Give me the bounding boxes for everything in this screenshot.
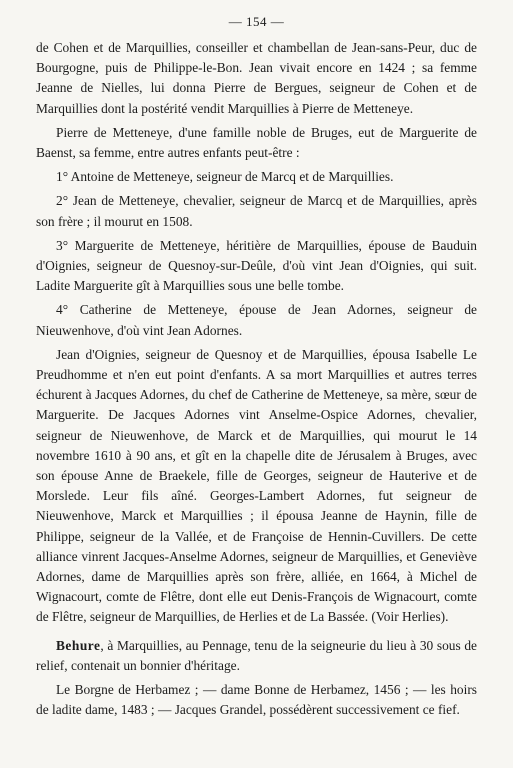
paragraph-jean-oignies: Jean d'Oignies, seigneur de Quesnoy et de Marquillies, épousa Isabelle Le Preudhomme et n'en eut point d'enfants. A sa mort Marquillies et autres terres échurent à Jacques Adornes, du chef de Catherine de Metteneye, sa mère, sœur de Marguerite. De Jacques Adornes vint Anselme-Ospice Adornes, chevalier, seigneur de Nieuwenhove, de Marck et de Marquillies, qui mourut le 14 novembre 1610 à 90 ans, et gît en la chapelle dite de Jérusalem à Bruges, avec son épouse Anne de Braekele, fille de Georges, seigneur de Hauterive et de Morslede. Leur fils aîné. Georges-Lambert Adornes, fut seigneur de Nieuwenhove, Marck et Marquillies ; il épousa Jeanne de Haynin, fille de Philippe, seigneur de la Vallée, et de Françoise de Hennin-Cuvillers. De cette alliance vinrent Jacques-Anselme Adornes, seigneur de Marquillies, et Geneviève Adornes, dame de Marquillies après son frère, alliée, en 1664, à Michel de Wignacourt, comte de Flêtre, dont elle eut Denis-François de Wignacourt, comte de Flêtre, seigneur de Marquillies, de Herlies et de La Bassée. (Voir Herlies). <box>36 346 477 625</box>
paragraph-herbamez: Le Borgne de Herbamez ; — dame Bonne de Herbamez, 1456 ; — les hoirs de ladite dame, 1483 ; — Jacques Grandel, possédèrent successivement ce fief. <box>36 682 477 718</box>
paragraph-jean: 2° Jean de Metteneye, chevalier, seigneur de Marcq et de Marquillies, après son frère ; il mourut en 1508. <box>36 193 477 229</box>
page-number: — 154 — <box>228 14 285 29</box>
paragraph-cohen-marquillies: de Cohen et de Marquillies, conseiller et chambellan de Jean-sans-Peur, duc de Bourgogne, puis de Philippe-le-Bon. Jean vivait encore en 1424 ; sa femme Jeanne de Nielles, lui donna Pierre de Bergues, seigneur de Cohen et de Marquillies dont la postérité vendit Marquillies à Pierre de Metteneye. <box>36 40 477 116</box>
paragraph-catherine: 4° Catherine de Metteneye, épouse de Jean Adornes, seigneur de Nieuwenhove, d'où vint Jean Adornes. <box>36 302 477 338</box>
page-body <box>36 38 477 725</box>
paragraph-antoine: 1° Antoine de Metteneye, seigneur de Marcq et de Marquillies. <box>56 169 394 185</box>
paragraph-behure <box>36 636 477 676</box>
paragraph-pierre-metteneye: Pierre de Metteneye, d'une famille noble de Bruges, eut de Marguerite de Baenst, sa femme, entre autres enfants peut-être : <box>36 124 477 161</box>
behure-text: , à Marquillies, au Pennage, tenu de la seigneurie du lieu à 30 sous de relief, contenait un bonnier d'héritage. <box>36 637 477 673</box>
paragraph-marguerite: 3° Marguerite de Metteneye, héritière de Marquillies, épouse de Bauduin d'Oignies, seigneur de Quesnoy-sur-Deûle, d'où vint Jean d'Oignies, qui suit. Ladite Marguerite gît à Marquillies sous une belle tombe. <box>36 237 477 294</box>
behure-heading: Behure <box>56 637 101 653</box>
